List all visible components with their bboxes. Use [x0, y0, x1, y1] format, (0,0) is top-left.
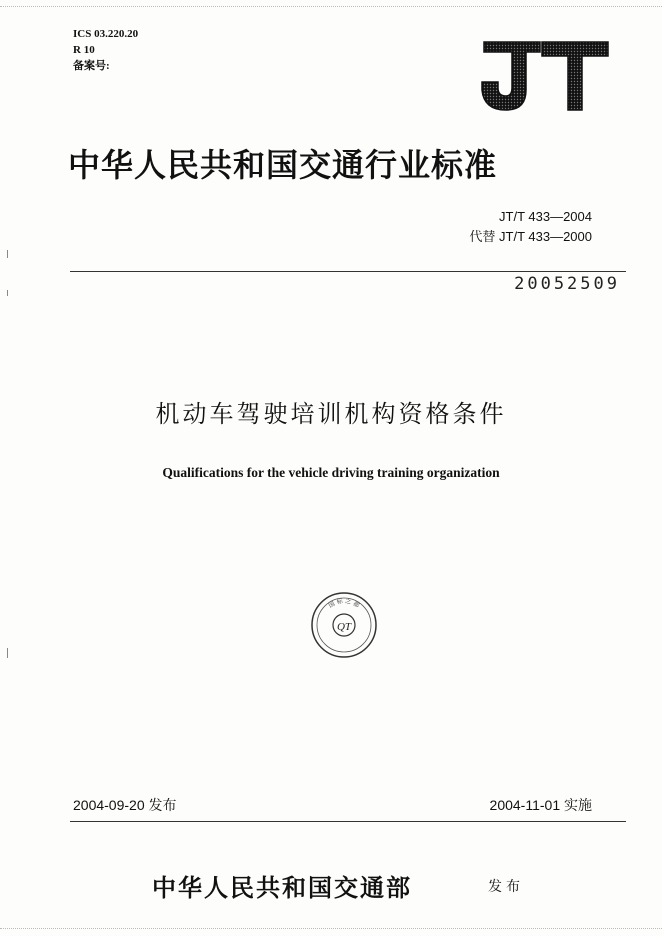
record-number-label: 备案号:	[73, 60, 110, 72]
category-code: R 10	[73, 44, 95, 56]
standard-number-block	[469, 207, 592, 247]
issue-date: 2004-09-20 发布	[73, 797, 177, 813]
seal-icon	[309, 590, 379, 660]
standard-category-title: 中华人民共和国交通行业标准	[68, 146, 498, 184]
publish-label: 发布	[488, 879, 524, 895]
scan-edge-top	[0, 6, 662, 8]
stamped-number: 20052509	[514, 274, 620, 294]
scan-edge-bottom	[0, 928, 662, 930]
replaces-standard: 代替 JT/T 433—2000	[469, 229, 592, 244]
standard-number: JT/T 433—2004	[499, 209, 592, 224]
svg-text:QT: QT	[336, 621, 352, 633]
footer-divider	[70, 821, 626, 822]
classification-block	[73, 26, 138, 74]
scan-mark	[7, 290, 8, 296]
scan-mark	[7, 648, 8, 658]
jt-logo-icon	[474, 38, 612, 114]
svg-text:国 标 之 都: 国 标 之 都	[327, 597, 361, 610]
header-divider	[70, 271, 626, 272]
issuing-authority: 中华人民共和国交通部	[152, 873, 412, 902]
scan-mark	[7, 250, 8, 258]
document-title-chinese: 机动车驾驶培训机构资格条件	[155, 400, 507, 428]
document-title-english: Qualifications for the vehicle driving training organization	[162, 465, 500, 480]
implement-date: 2004-11-01 实施	[489, 797, 592, 813]
ics-code: ICS 03.220.20	[73, 28, 139, 40]
